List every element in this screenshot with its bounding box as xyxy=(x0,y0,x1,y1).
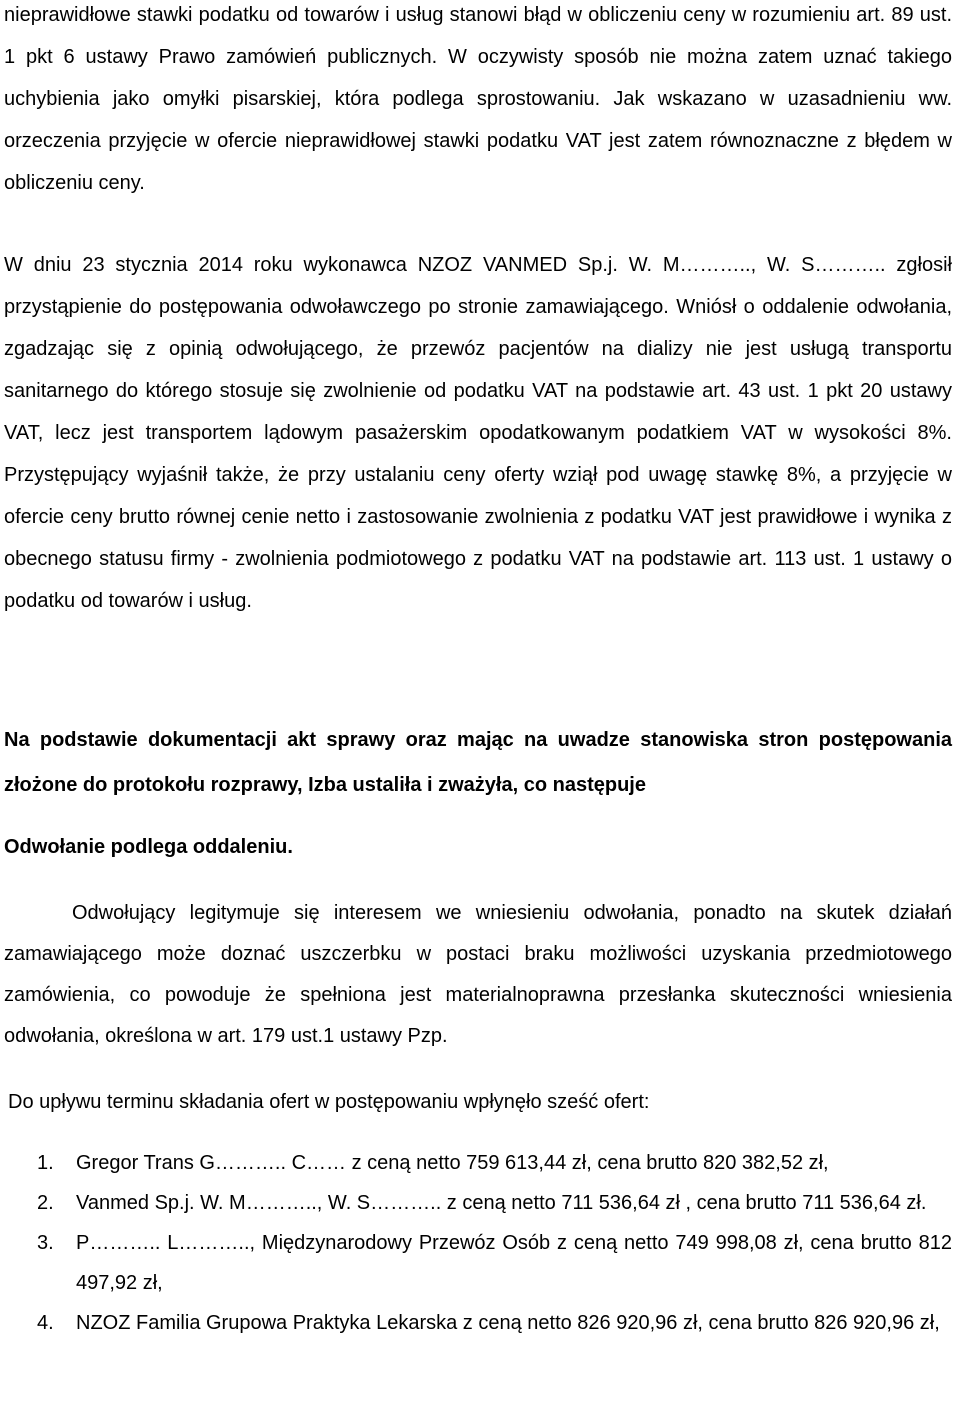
list-item-number: 3. xyxy=(37,1232,54,1254)
list-item-text: P……….. L……….., Międzynarodowy Przewóz Osób z ceną netto 749 998,08 zł, cena brutto 812 497,92 zł, xyxy=(76,1232,952,1294)
list-item xyxy=(4,1223,952,1303)
paragraph-standing: Odwołujący legitymuje się interesem we wniesieniu odwołania, ponadto na skutek działań zamawiającego może doznać uszczerbku w postaci braku możliwości uzyskania przedmiotowego zamówienia, co powoduje że spełniona jest materialnoprawna przesłanka skuteczności wniesienia odwołania, określona w art. 179 ust.1 ustawy Pzp. xyxy=(4,902,952,1047)
list-item xyxy=(4,1303,952,1343)
list-item xyxy=(4,1143,952,1183)
list-item-number: 4. xyxy=(37,1312,54,1334)
heading-findings: Na podstawie dokumentacji akt sprawy oraz mając na uwadze stanowiska stron postępowania złożone do protokołu rozprawy, Izba ustaliła i zważyła, co następuje xyxy=(4,729,952,796)
paragraph-error-in-price: nieprawidłowe stawki podatku od towarów i usług stanowi błąd w obliczeniu ceny w rozumieniu art. 89 ust. 1 pkt 6 ustawy Prawo zamówień publicznych. W oczywisty sposób nie można zatem uznać takiego uchybienia jako omyłki pisarskiej, która podlega sprostowaniu. Jak wskazano w uzasadnieniu ww. orzeczenia przyjęcie w ofercie nieprawidłowej stawki podatku VAT jest zatem równoznaczne z błędem w obliczeniu ceny. xyxy=(4,4,952,194)
paragraph-intervenor-position: W dniu 23 stycznia 2014 roku wykonawca NZOZ VANMED Sp.j. W. M……….., W. S……….. zgłosił przystąpienie do postępowania odwoławczego po stronie zamawiającego. Wniósł o oddalenie odwołania, zgadzając się z opinią odwołującego, że przewóz pacjentów na dializy nie jest usługą transportu sanitarnego do którego stosuje się zwolnienie od podatku VAT na podstawie art. 43 ust. 1 pkt 20 ustawy VAT, lecz jest transportem lądowym pasażerskim opodatkowanym podatkiem VAT w wysokości 8%. Przystępujący wyjaśnił także, że przy ustalaniu ceny oferty wziął pod uwagę stawkę 8%, a przyjęcie w ofercie ceny brutto równej cenie netto i zastosowanie zwolnienia z podatku VAT jest prawidłowe i wynika z obecnego statusu firmy - zwolnienia podmiotowego z podatku VAT na podstawie art. 113 ust. 1 ustawy o podatku od towarów i usług. xyxy=(4,254,952,612)
offers-list xyxy=(4,1143,952,1343)
list-item-text: NZOZ Familia Grupowa Praktyka Lekarska z ceną netto 826 920,96 zł, cena brutto 826 920,96 zł, xyxy=(76,1312,940,1334)
list-item xyxy=(4,1183,952,1223)
list-item-number: 1. xyxy=(37,1152,54,1174)
heading-ruling: Odwołanie podlega oddaleniu. xyxy=(4,836,293,858)
list-item-number: 2. xyxy=(37,1192,54,1214)
list-item-text: Gregor Trans G……….. C…… z ceną netto 759 613,44 zł, cena brutto 820 382,52 zł, xyxy=(76,1152,829,1174)
list-item-text: Vanmed Sp.j. W. M……….., W. S……….. z ceną netto 711 536,64 zł , cena brutto 711 536,64 zł. xyxy=(76,1192,927,1214)
offers-intro: Do upływu terminu składania ofert w postępowaniu wpłynęło sześć ofert: xyxy=(8,1091,650,1113)
